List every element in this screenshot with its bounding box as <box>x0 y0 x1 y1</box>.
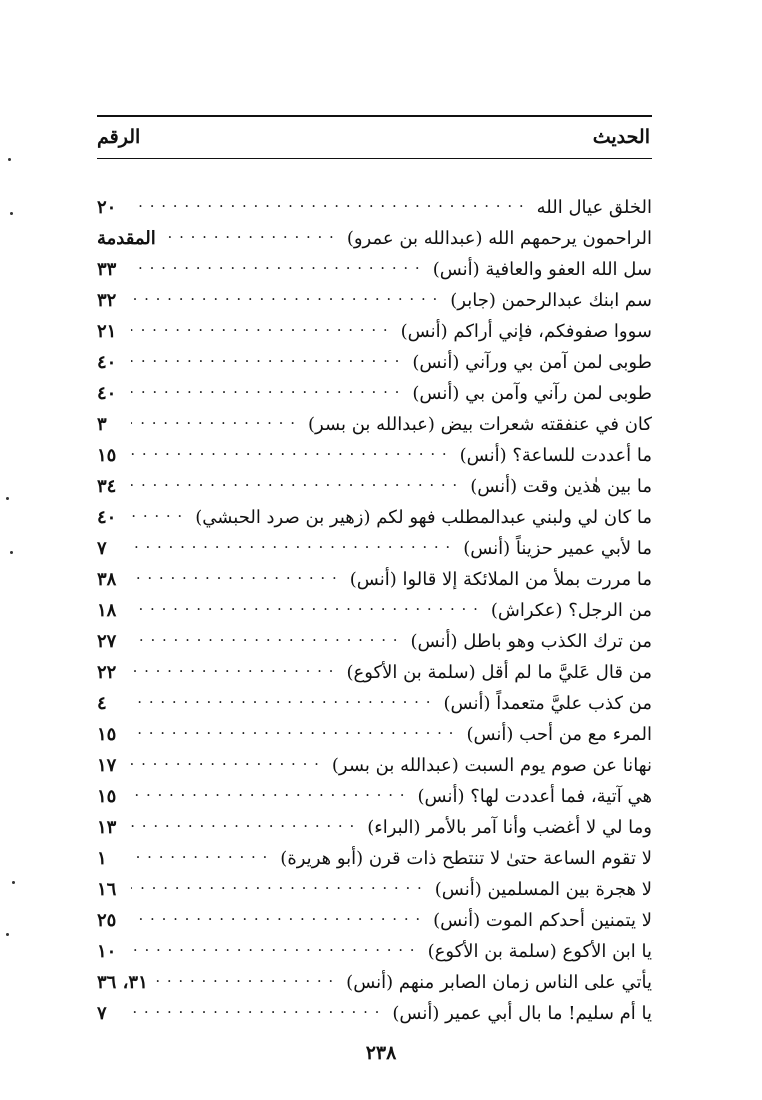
hadith-text: من قال عَليَّ ما لم أقل (سلمة بن الأكوع) <box>346 662 652 683</box>
top-rule <box>97 115 652 117</box>
hadith-text: نهانا عن صوم يوم السبت (عبدالله بن بسر) <box>331 755 652 776</box>
hadith-number: ٣١، ٣٦ <box>97 972 148 993</box>
hadith-number: ١٣ <box>97 817 117 838</box>
index-row <box>97 905 652 936</box>
hadith-text: من ترك الكذب وهو باطل (أنس) <box>410 631 652 652</box>
index-row <box>97 936 652 967</box>
hadith-number: ٧ <box>97 538 107 559</box>
hadith-text: ما مررت بملأ من الملائكة إلا قالوا (أنس) <box>349 569 652 590</box>
hadith-number: ١٦ <box>97 879 117 900</box>
hadith-number: ١٠ <box>97 941 117 962</box>
scan-speck <box>8 158 11 161</box>
page-number: ٢٣٨ <box>365 1042 397 1064</box>
index-row <box>97 750 652 781</box>
dot-leader <box>131 1005 380 1023</box>
hadith-text: يا ابن الأكوع (سلمة بن الأكوع) <box>427 941 652 962</box>
dot-leader <box>131 943 416 961</box>
dot-leader <box>131 261 421 279</box>
hadith-number: ١ <box>97 848 107 869</box>
dot-leader <box>131 478 458 496</box>
index-row <box>97 843 652 874</box>
hadith-text: سم ابنك عبدالرحمن (جابر) <box>450 290 652 311</box>
hadith-number: ٣٤ <box>97 476 117 497</box>
hadith-text: المرء مع من أحب (أنس) <box>466 724 652 745</box>
index-row <box>97 285 652 316</box>
hadith-text: الخلق عيال الله <box>536 197 652 218</box>
hadith-number: ٣٢ <box>97 290 117 311</box>
hadith-text: ما أعددت للساعة؟ (أنس) <box>459 445 652 466</box>
index-row <box>97 967 652 998</box>
index-row <box>97 316 652 347</box>
index-row <box>97 874 652 905</box>
hadith-text: ما بين هٰذين وقت (أنس) <box>470 476 652 497</box>
dot-leader <box>131 509 183 527</box>
dot-leader <box>131 323 389 341</box>
dot-leader <box>131 912 421 930</box>
column-header-hadith: الحديث <box>592 126 650 148</box>
hadith-number: ٤٠ <box>97 352 117 373</box>
hadith-text: طوبى لمن آمن بي ورآني (أنس) <box>412 352 652 373</box>
dot-leader <box>131 571 338 589</box>
dot-leader <box>131 354 400 372</box>
index-row <box>97 781 652 812</box>
dot-leader <box>131 881 423 899</box>
hadith-number: ١٥ <box>97 724 117 745</box>
hadith-number: ٤٠ <box>97 383 117 404</box>
index-row <box>97 812 652 843</box>
scan-speck <box>10 551 13 554</box>
dot-leader <box>131 788 406 806</box>
hadith-text: من الرجل؟ (عكراش) <box>490 600 652 621</box>
index-row <box>97 626 652 657</box>
dot-leader <box>131 757 320 775</box>
hadith-number: ٣٨ <box>97 569 117 590</box>
hadith-text: كان في عنفقته شعرات بيض (عبدالله بن بسر) <box>307 414 652 435</box>
dot-leader <box>131 199 525 217</box>
hadith-number: ٧ <box>97 1003 107 1024</box>
header-rule <box>97 158 652 159</box>
index-row <box>97 719 652 750</box>
hadith-text: يأتي على الناس زمان الصابر منهم (أنس) <box>346 972 652 993</box>
hadith-text: لا يتمنين أحدكم الموت (أنس) <box>433 910 652 931</box>
dot-leader <box>131 602 479 620</box>
dot-leader <box>131 385 400 403</box>
hadith-text: الراحمون يرحمهم الله (عبدالله بن عمرو) <box>346 228 652 249</box>
dot-leader <box>131 633 399 651</box>
hadith-number: ٤ <box>97 693 107 714</box>
dot-leader <box>131 726 454 744</box>
index-row <box>97 688 652 719</box>
scan-speck <box>10 212 13 215</box>
dot-leader <box>131 664 334 682</box>
hadith-number: ٢٧ <box>97 631 117 652</box>
hadith-number: ١٥ <box>97 445 117 466</box>
dot-leader <box>131 416 296 434</box>
hadith-number: ٤٠ <box>97 507 117 528</box>
hadith-number: ٢١ <box>97 321 117 342</box>
index-row <box>97 471 652 502</box>
index-row <box>97 657 652 688</box>
hadith-text: من كذب عليَّ متعمداً (أنس) <box>443 693 652 714</box>
hadith-text: يا أم سليم! ما بال أبي عمير (أنس) <box>392 1003 652 1024</box>
dot-leader <box>154 974 334 992</box>
hadith-text: طوبى لمن رآني وآمن بي (أنس) <box>412 383 652 404</box>
index-row <box>97 998 652 1029</box>
dot-leader <box>131 695 431 713</box>
dot-leader <box>131 850 268 868</box>
scan-speck <box>6 497 9 500</box>
dot-leader <box>131 292 438 310</box>
hadith-text: ما كان لي ولبني عبدالمطلب فهو لكم (زهير بن صرد الحبشي) <box>195 507 652 528</box>
hadith-number: ٣ <box>97 414 107 435</box>
index-row <box>97 378 652 409</box>
index-row <box>97 440 652 471</box>
hadith-number: ٣٣ <box>97 259 117 280</box>
scan-speck <box>6 933 9 936</box>
index-row <box>97 595 652 626</box>
index-row <box>97 502 652 533</box>
dot-leader <box>131 819 355 837</box>
dot-leader <box>131 447 448 465</box>
hadith-number: ١٧ <box>97 755 117 776</box>
dot-leader <box>162 230 335 248</box>
index-row <box>97 254 652 285</box>
index-row <box>97 533 652 564</box>
hadith-text: وما لي لا أغضب وأنا آمر بالأمر (البراء) <box>367 817 652 838</box>
index-row <box>97 192 652 223</box>
dot-leader <box>131 540 451 558</box>
hadith-index-list <box>97 192 652 1029</box>
index-row <box>97 564 652 595</box>
index-row <box>97 347 652 378</box>
hadith-number: ٢٠ <box>97 197 117 218</box>
index-row <box>97 223 652 254</box>
column-header-number: الرقم <box>97 126 141 148</box>
hadith-number: ١٨ <box>97 600 117 621</box>
index-row <box>97 409 652 440</box>
hadith-text: لا هجرة بين المسلمين (أنس) <box>434 879 652 900</box>
hadith-text: سل الله العفو والعافية (أنس) <box>432 259 652 280</box>
hadith-number: ١٥ <box>97 786 117 807</box>
hadith-text: هي آتية، فما أعددت لها؟ (أنس) <box>417 786 652 807</box>
hadith-text: لا تقوم الساعة حتىٰ لا تنتطح ذات قرن (أبو هريرة) <box>280 848 652 869</box>
scan-speck <box>12 881 15 884</box>
hadith-number: ٢٥ <box>97 910 117 931</box>
hadith-number: ٢٢ <box>97 662 117 683</box>
hadith-number: المقدمة <box>97 228 156 249</box>
hadith-text: سووا صفوفكم، فإني أراكم (أنس) <box>400 321 652 342</box>
hadith-text: ما لأبي عمير حزيناً (أنس) <box>463 538 652 559</box>
